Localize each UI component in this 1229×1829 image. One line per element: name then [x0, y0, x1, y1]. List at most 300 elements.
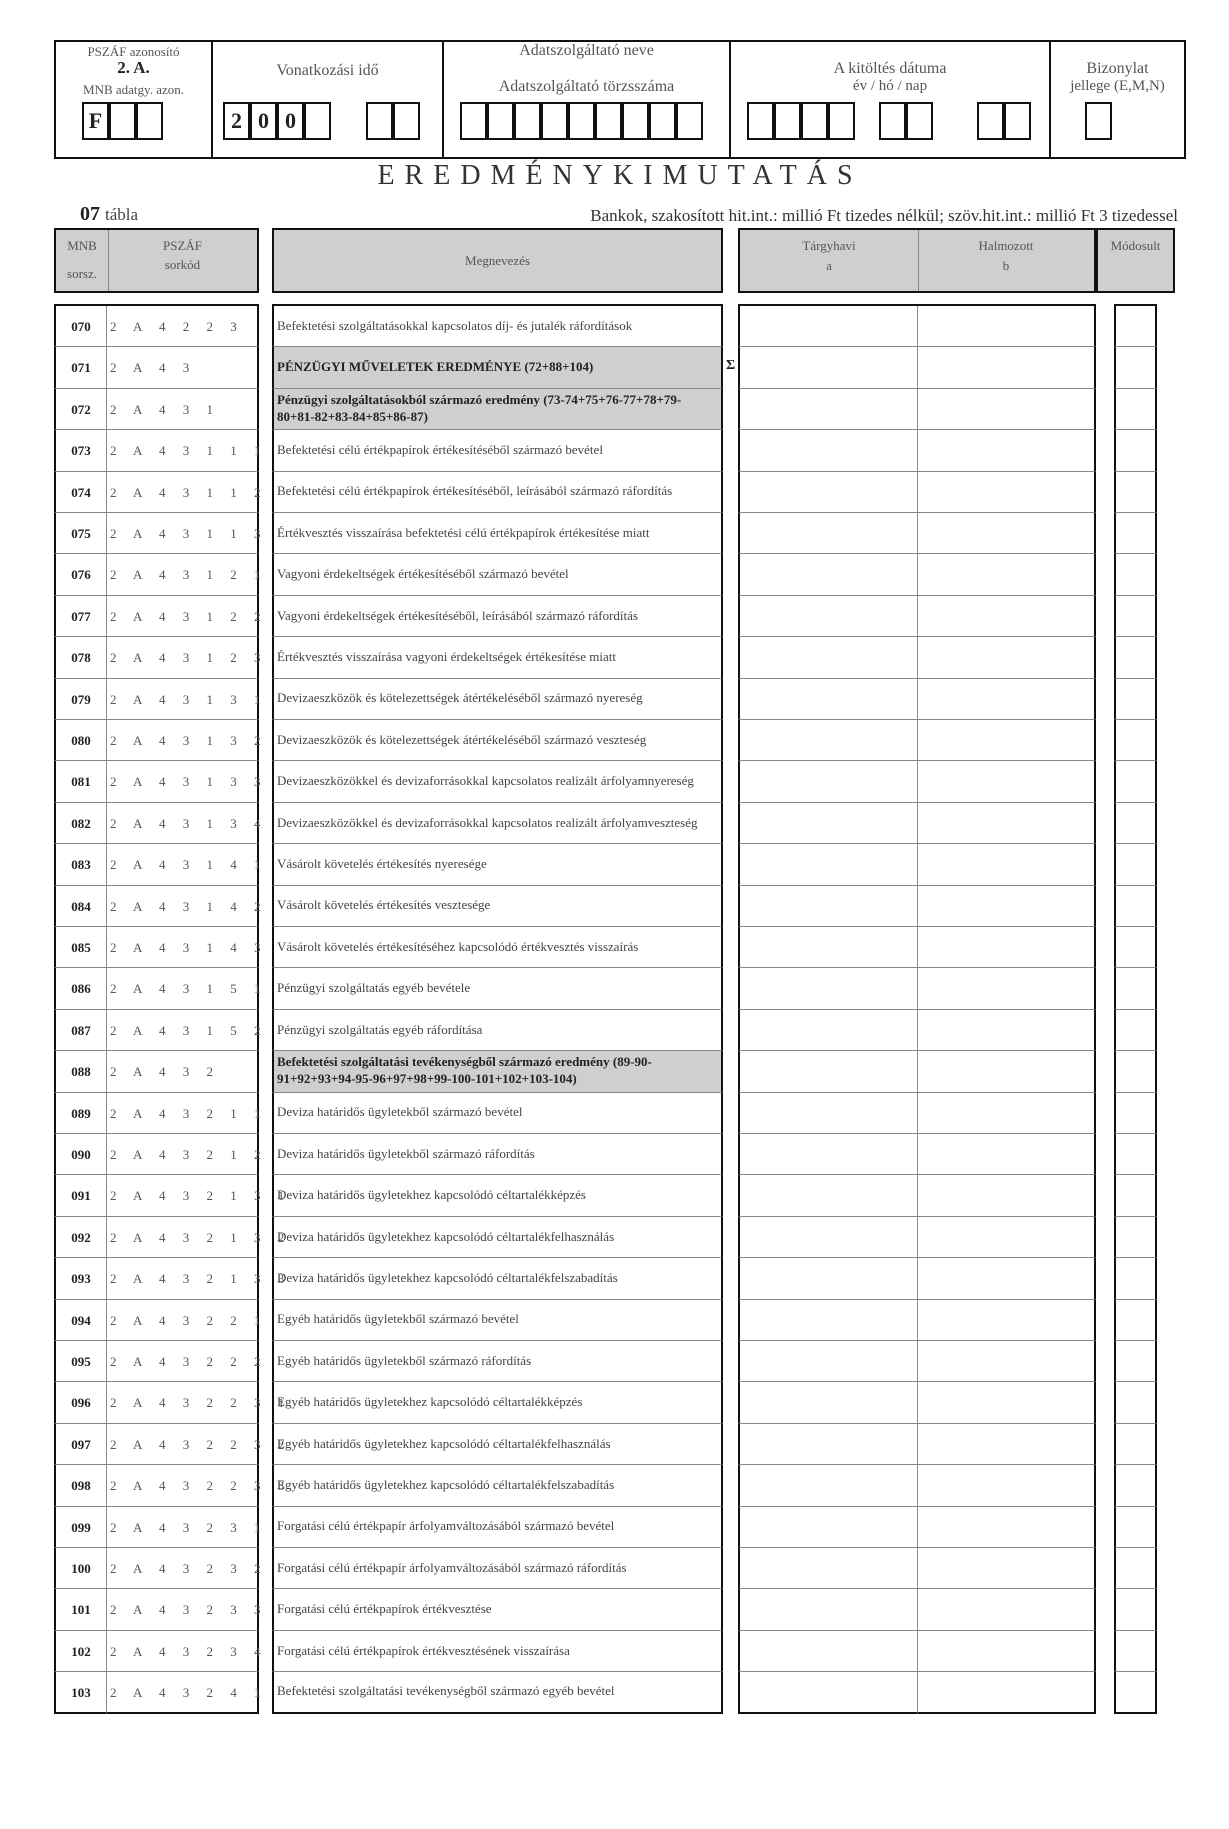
table-row: [0, 1507, 1229, 1548]
table-row: [0, 1341, 1229, 1382]
cumulative-value-cell[interactable]: [918, 1507, 1096, 1548]
row-name: Vásárolt követelés értékesítés vesztesége: [272, 886, 723, 927]
modified-flag-cell[interactable]: [1114, 968, 1157, 1009]
row-code: 2 A 4 3 1 2 1: [107, 554, 259, 595]
row-number: 094: [54, 1300, 107, 1341]
col-current-sub: a: [826, 258, 832, 273]
row-name: Befektetési szolgáltatási tevékenységből származó egyéb bevétel: [272, 1672, 723, 1713]
current-value-cell[interactable]: [738, 637, 918, 678]
modified-flag-cell[interactable]: [1114, 1589, 1157, 1630]
col-cumulative-label: Halmozott: [978, 238, 1034, 253]
table-row: [0, 389, 1229, 430]
cumulative-value-cell[interactable]: [918, 1093, 1096, 1134]
modified-flag-cell[interactable]: [1114, 1548, 1157, 1589]
table-row: [0, 844, 1229, 885]
period-digit-box[interactable]: 2: [223, 102, 250, 140]
cumulative-value-cell[interactable]: [918, 1134, 1096, 1175]
row-number: 084: [54, 886, 107, 927]
current-value-cell[interactable]: [738, 761, 918, 802]
row-code: 2 A 4 2 2 3: [107, 306, 259, 347]
current-value-cell[interactable]: [738, 554, 918, 595]
col-mnb-label2: sorsz.: [67, 266, 97, 281]
col-head-codes: [54, 228, 259, 293]
table-row: [0, 1051, 1229, 1092]
row-name: Devizaeszközök és kötelezettségek átértékeléséből származó veszteség: [272, 720, 723, 761]
current-value-cell[interactable]: [738, 1217, 918, 1258]
cumulative-value-cell[interactable]: [918, 1382, 1096, 1423]
row-code: 2 A 4 3 1 3 2: [107, 720, 259, 761]
cumulative-value-cell[interactable]: [918, 1589, 1096, 1630]
modified-flag-cell[interactable]: [1114, 761, 1157, 802]
modified-flag-cell[interactable]: [1114, 389, 1157, 430]
sigma-icon: Σ: [726, 358, 736, 374]
modified-flag-cell[interactable]: [1114, 927, 1157, 968]
row-number: 073: [54, 430, 107, 471]
col-cumulative-sub: b: [1002, 258, 1010, 273]
row-number: 092: [54, 1217, 107, 1258]
current-value-cell[interactable]: [738, 1548, 918, 1589]
row-name: Deviza határidős ügyletekből származó ráfordítás: [272, 1134, 723, 1175]
row-name: Befektetési célú értékpapírok értékesítéséből származó bevétel: [272, 430, 723, 471]
row-code: 2 A 4 3 1 2 3: [107, 637, 259, 678]
provider-reg-label: Adatszolgáltató törzsszáma: [498, 78, 675, 95]
current-value-cell[interactable]: [738, 679, 918, 720]
row-name: Értékvesztés visszaírása befektetési célú értékpapírok értékesítése miatt: [272, 513, 723, 554]
cumulative-value-cell[interactable]: [918, 389, 1096, 430]
modified-flag-cell[interactable]: [1114, 1672, 1157, 1713]
row-number: 078: [54, 637, 107, 678]
row-code: 2 A 4 3 2 1 1: [107, 1093, 259, 1134]
modified-flag-cell[interactable]: [1114, 1051, 1157, 1092]
current-value-cell[interactable]: [738, 430, 918, 471]
modified-flag-cell[interactable]: [1114, 347, 1157, 388]
table-row: [0, 1465, 1229, 1506]
row-number: 074: [54, 472, 107, 513]
current-value-cell[interactable]: [738, 347, 918, 388]
cumulative-value-cell[interactable]: [918, 1258, 1096, 1299]
current-value-cell[interactable]: [738, 472, 918, 513]
row-number: 077: [54, 596, 107, 637]
table-row: [0, 1093, 1229, 1134]
current-value-cell[interactable]: [738, 1672, 918, 1713]
fill-date-format: év / hó / nap: [852, 78, 928, 94]
page-title: EREDMÉNYKIMUTATÁS: [377, 160, 863, 191]
modified-flag-cell[interactable]: [1114, 886, 1157, 927]
current-value-cell[interactable]: [738, 1589, 918, 1630]
id-digit-box[interactable]: [109, 102, 136, 140]
col-head-values: [738, 228, 1096, 293]
table-row: [0, 306, 1229, 347]
fill-date-label: A kitöltés dátuma: [833, 60, 947, 77]
cumulative-value-cell[interactable]: [918, 968, 1096, 1009]
pszaf-id-label: PSZÁF azonosító: [87, 44, 180, 59]
modified-flag-cell[interactable]: [1114, 637, 1157, 678]
col-head-name: Megnevezés: [272, 228, 723, 293]
period-digit-box[interactable]: 0: [277, 102, 304, 140]
modified-flag-cell[interactable]: [1114, 472, 1157, 513]
modified-flag-cell[interactable]: [1114, 803, 1157, 844]
row-name: Pénzügyi szolgáltatás egyéb bevétele: [272, 968, 723, 1009]
year-digit-box[interactable]: [774, 102, 801, 140]
row-number: 088: [54, 1051, 107, 1092]
row-name: Forgatási célú értékpapír árfolyamváltozásából származó ráfordítás: [272, 1548, 723, 1589]
row-code: 2 A 4 3 1 1 2: [107, 472, 259, 513]
id-digit-box[interactable]: [136, 102, 163, 140]
modified-flag-cell[interactable]: [1114, 1300, 1157, 1341]
cumulative-value-cell[interactable]: [918, 1010, 1096, 1051]
table-row: [0, 1300, 1229, 1341]
row-number: 086: [54, 968, 107, 1009]
cumulative-value-cell[interactable]: [918, 761, 1096, 802]
table-row: [0, 886, 1229, 927]
row-code: 2 A 4 3 2 2 3 1: [107, 1382, 259, 1423]
table-row: [0, 1258, 1229, 1299]
row-name: Vagyoni érdekeltségek értékesítéséből, leírásából származó ráfordítás: [272, 596, 723, 637]
row-code: 2 A 4 3 1 2 2: [107, 596, 259, 637]
modified-flag-cell[interactable]: [1114, 430, 1157, 471]
row-name: Devizaeszközök és kötelezettségek átértékeléséből származó nyereség: [272, 679, 723, 720]
row-code: 2 A 4 3 1 3 4: [107, 803, 259, 844]
row-name: Egyéb határidős ügyletekhez kapcsolódó céltartalékfelszabadítás: [272, 1465, 723, 1506]
cumulative-value-cell[interactable]: [918, 1051, 1096, 1092]
row-code: 2 A 4 3 2 1 3 2: [107, 1217, 259, 1258]
modified-flag-cell[interactable]: [1114, 1093, 1157, 1134]
cumulative-value-cell[interactable]: [918, 1672, 1096, 1713]
row-name: Egyéb határidős ügyletekhez kapcsolódó céltartalékfelhasználás: [272, 1424, 723, 1465]
data-table: [0, 304, 1229, 1729]
provider-name-label: Adatszolgáltató neve: [519, 42, 654, 59]
form-header: [54, 40, 1186, 159]
row-code: 2 A 4 3 2 1 2: [107, 1134, 259, 1175]
current-value-cell[interactable]: [738, 1258, 918, 1299]
row-number: 076: [54, 554, 107, 595]
table-row: [0, 1382, 1229, 1423]
table-row: [0, 472, 1229, 513]
table-row: [0, 1217, 1229, 1258]
row-number: 079: [54, 679, 107, 720]
cumulative-value-cell[interactable]: [918, 1217, 1096, 1258]
table-row: [0, 1010, 1229, 1051]
current-value-cell[interactable]: [738, 1424, 918, 1465]
row-code: 2 A 4 3 2 1 3 3: [107, 1258, 259, 1299]
table-row: [0, 430, 1229, 471]
current-value-cell[interactable]: [738, 1134, 918, 1175]
cumulative-value-cell[interactable]: [918, 513, 1096, 554]
row-number: 089: [54, 1093, 107, 1134]
row-number: 070: [54, 306, 107, 347]
provider-reg-box[interactable]: [541, 102, 568, 140]
row-name: Deviza határidős ügyletekhez kapcsolódó céltartalékfelhasználás: [272, 1217, 723, 1258]
provider-reg-box[interactable]: [595, 102, 622, 140]
month-digit-box[interactable]: [879, 102, 906, 140]
row-name: Deviza határidős ügyletekből származó bevétel: [272, 1093, 723, 1134]
provider-reg-box[interactable]: [649, 102, 676, 140]
units-note: Bankok, szakosított hit.int.: millió Ft tizedes nélkül; szöv.hit.int.: millió Ft 3 tizedessel: [590, 206, 1178, 225]
row-code: 2 A 4 3 2 3 1: [107, 1507, 259, 1548]
row-name: Vásárolt követelés értékesítéséhez kapcsolódó értékvesztés visszaírás: [272, 927, 723, 968]
table-word: tábla: [105, 205, 139, 224]
table-row: [0, 1672, 1229, 1713]
cumulative-value-cell[interactable]: [918, 637, 1096, 678]
day-digit-box[interactable]: [1004, 102, 1031, 140]
row-name: Deviza határidős ügyletekhez kapcsolódó céltartalékképzés: [272, 1175, 723, 1216]
row-name: Befektetési célú értékpapírok értékesítéséből, leírásából származó ráfordítás: [272, 472, 723, 513]
doc-type-section: [1051, 42, 1184, 157]
period-month-box[interactable]: [366, 102, 393, 140]
cumulative-value-cell[interactable]: [918, 1631, 1096, 1672]
modified-flag-cell[interactable]: [1114, 1175, 1157, 1216]
modified-flag-cell[interactable]: [1114, 1507, 1157, 1548]
table-row: [0, 1424, 1229, 1465]
row-name: Pénzügyi szolgáltatás egyéb ráfordítása: [272, 1010, 723, 1051]
row-code: 2 A 4 3 2 3 2: [107, 1548, 259, 1589]
row-code: 2 A 4 3 1: [107, 389, 259, 430]
year-digit-box[interactable]: [747, 102, 774, 140]
row-number: 097: [54, 1424, 107, 1465]
provider-reg-box[interactable]: [622, 102, 649, 140]
cumulative-value-cell[interactable]: [918, 679, 1096, 720]
current-value-cell[interactable]: [738, 968, 918, 1009]
col-head-modified: Módosult: [1096, 228, 1175, 293]
row-name: Forgatási célú értékpapír árfolyamváltozásából származó bevétel: [272, 1507, 723, 1548]
row-code: 2 A 4 3 2 3 4: [107, 1631, 259, 1672]
table-no: 07: [80, 203, 100, 225]
table-row: [0, 637, 1229, 678]
current-value-cell[interactable]: [738, 389, 918, 430]
table-row: [0, 1548, 1229, 1589]
month-digit-box[interactable]: [906, 102, 933, 140]
current-value-cell[interactable]: [738, 596, 918, 637]
row-name: Deviza határidős ügyletekhez kapcsolódó céltartalékfelszabadítás: [272, 1258, 723, 1299]
period-digit-box[interactable]: 0: [250, 102, 277, 140]
row-number: 085: [54, 927, 107, 968]
cumulative-value-cell[interactable]: [918, 306, 1096, 347]
row-number: 100: [54, 1548, 107, 1589]
cumulative-value-cell[interactable]: [918, 927, 1096, 968]
provider-reg-box[interactable]: [460, 102, 487, 140]
row-code: 2 A 4 3 1 5 1: [107, 968, 259, 1009]
modified-flag-cell[interactable]: [1114, 1341, 1157, 1382]
doc-type-label: Bizonylat: [1086, 60, 1149, 77]
table-row: [0, 761, 1229, 802]
current-value-cell[interactable]: [738, 1341, 918, 1382]
col-mnb-label: MNB: [67, 238, 97, 253]
table-row: [0, 1175, 1229, 1216]
cumulative-value-cell[interactable]: [918, 472, 1096, 513]
current-value-cell[interactable]: [738, 927, 918, 968]
table-row: [0, 1134, 1229, 1175]
table-row: [0, 968, 1229, 1009]
row-number: 087: [54, 1010, 107, 1051]
row-code: 2 A 4 3 1 3 1: [107, 679, 259, 720]
pszaf-id-section: [56, 42, 213, 157]
cumulative-value-cell[interactable]: [918, 1300, 1096, 1341]
row-code: 2 A 4 3 1 1 3: [107, 513, 259, 554]
table-row: [0, 554, 1229, 595]
row-number: 083: [54, 844, 107, 885]
row-name: Pénzügyi szolgáltatásokból származó eredmény (73-74+75+76-77+78+79-80+81-82+83-84+85+86-87): [272, 389, 723, 430]
modified-flag-cell[interactable]: [1114, 1258, 1157, 1299]
modified-flag-cell[interactable]: [1114, 1134, 1157, 1175]
col-pszaf-label: PSZÁF: [162, 238, 203, 253]
row-number: 093: [54, 1258, 107, 1299]
row-code: 2 A 4 3 2 4 1: [107, 1672, 259, 1713]
row-code: 2 A 4 3 1 4 3: [107, 927, 259, 968]
row-number: 081: [54, 761, 107, 802]
row-code: 2 A 4 3 1 3 3: [107, 761, 259, 802]
table-row: [0, 927, 1229, 968]
table-row: [0, 513, 1229, 554]
cumulative-value-cell[interactable]: [918, 720, 1096, 761]
row-number: 072: [54, 389, 107, 430]
cumulative-value-cell[interactable]: [918, 1341, 1096, 1382]
current-value-cell[interactable]: [738, 844, 918, 885]
row-name: Forgatási célú értékpapírok értékvesztése: [272, 1589, 723, 1630]
row-code: 2 A 4 3 2 2 1: [107, 1300, 259, 1341]
doc-type-box[interactable]: [1085, 102, 1112, 140]
provider-reg-box[interactable]: [676, 102, 703, 140]
modified-flag-cell[interactable]: [1114, 1010, 1157, 1051]
modified-flag-cell[interactable]: [1114, 554, 1157, 595]
row-name: Befektetési szolgáltatásokkal kapcsolatos díj- és jutalék ráfordítások: [272, 306, 723, 347]
cumulative-value-cell[interactable]: [918, 347, 1096, 388]
current-value-cell[interactable]: [738, 1382, 918, 1423]
row-code: 2 A 4 3 1 1 1: [107, 430, 259, 471]
modified-flag-cell[interactable]: [1114, 679, 1157, 720]
provider-section: [444, 42, 731, 157]
cumulative-value-cell[interactable]: [918, 1175, 1096, 1216]
modified-flag-cell[interactable]: [1114, 596, 1157, 637]
row-name: Egyéb határidős ügyletekből származó ráfordítás: [272, 1341, 723, 1382]
modified-flag-cell[interactable]: [1114, 720, 1157, 761]
row-number: 071: [54, 347, 107, 388]
row-number: 091: [54, 1175, 107, 1216]
period-label: Vonatkozási idő: [276, 62, 379, 79]
row-number: 102: [54, 1631, 107, 1672]
row-code: 2 A 4 3 2 3 3: [107, 1589, 259, 1630]
cumulative-value-cell[interactable]: [918, 803, 1096, 844]
row-number: 080: [54, 720, 107, 761]
current-value-cell[interactable]: [738, 1175, 918, 1216]
period-section: [213, 42, 444, 157]
row-name: Egyéb határidős ügyletekből származó bevétel: [272, 1300, 723, 1341]
row-name: Devizaeszközökkel és devizaforrásokkal kapcsolatos realizált árfolyamveszteség: [272, 803, 723, 844]
day-digit-box[interactable]: [977, 102, 1004, 140]
modified-flag-cell[interactable]: [1114, 1382, 1157, 1423]
row-code: 2 A 4 3 1 4 1: [107, 844, 259, 885]
table-row: [0, 720, 1229, 761]
fill-date-section: [731, 42, 1051, 157]
row-name: Forgatási célú értékpapírok értékvesztésének visszaírása: [272, 1631, 723, 1672]
row-name: Egyéb határidős ügyletekhez kapcsolódó céltartalékképzés: [272, 1382, 723, 1423]
modified-flag-cell[interactable]: [1114, 844, 1157, 885]
row-number: 098: [54, 1465, 107, 1506]
row-number: 101: [54, 1589, 107, 1630]
current-value-cell[interactable]: [738, 1465, 918, 1506]
cumulative-value-cell[interactable]: [918, 844, 1096, 885]
provider-reg-box[interactable]: [568, 102, 595, 140]
row-number: 090: [54, 1134, 107, 1175]
row-name: Befektetési szolgáltatási tevékenységből származó eredmény (89-90-91+92+93+94-95-96+97+98+99-100-101+102+103-104): [272, 1051, 723, 1092]
current-value-cell[interactable]: [738, 1051, 918, 1092]
pszaf-id-value: 2. A.: [117, 58, 150, 77]
row-number: 096: [54, 1382, 107, 1423]
row-code: 2 A 4 3 2 2 3 3: [107, 1465, 259, 1506]
table-row: [0, 1589, 1229, 1630]
current-value-cell[interactable]: [738, 886, 918, 927]
cumulative-value-cell[interactable]: [918, 430, 1096, 471]
current-value-cell[interactable]: [738, 513, 918, 554]
current-value-cell[interactable]: [738, 803, 918, 844]
row-name: PÉNZÜGYI MŰVELETEK EREDMÉNYE (72+88+104): [272, 347, 723, 388]
cumulative-value-cell[interactable]: [918, 554, 1096, 595]
current-value-cell[interactable]: [738, 306, 918, 347]
mnb-id-label: MNB adatgy. azon.: [83, 82, 184, 97]
row-name: Devizaeszközökkel és devizaforrásokkal kapcsolatos realizált árfolyamnyereség: [272, 761, 723, 802]
modified-flag-cell[interactable]: [1114, 1465, 1157, 1506]
table-row: [0, 679, 1229, 720]
row-number: 082: [54, 803, 107, 844]
col-current-label: Tárgyhavi: [802, 238, 856, 253]
cumulative-value-cell[interactable]: [918, 596, 1096, 637]
year-digit-box[interactable]: [801, 102, 828, 140]
row-number: 103: [54, 1672, 107, 1713]
row-code: 2 A 4 3 1 5 2: [107, 1010, 259, 1051]
row-code: 2 A 4 3 2 1 3 1: [107, 1175, 259, 1216]
current-value-cell[interactable]: [738, 1631, 918, 1672]
provider-reg-box[interactable]: [487, 102, 514, 140]
col-pszaf-label2: sorkód: [164, 257, 201, 272]
period-digit-box[interactable]: [304, 102, 331, 140]
row-number: 095: [54, 1341, 107, 1382]
row-number: 075: [54, 513, 107, 554]
row-name: Vásárolt követelés értékesítés nyeresége: [272, 844, 723, 885]
period-month-box[interactable]: [393, 102, 420, 140]
table-row: [0, 596, 1229, 637]
row-name: Értékvesztés visszaírása vagyoni érdekeltségek értékesítése miatt: [272, 637, 723, 678]
modified-flag-cell[interactable]: [1114, 306, 1157, 347]
cumulative-value-cell[interactable]: [918, 1548, 1096, 1589]
current-value-cell[interactable]: [738, 1093, 918, 1134]
cumulative-value-cell[interactable]: [918, 1465, 1096, 1506]
modified-flag-cell[interactable]: [1114, 1631, 1157, 1672]
table-number: [80, 203, 138, 226]
table-row: [0, 347, 1229, 388]
modified-flag-cell[interactable]: [1114, 1424, 1157, 1465]
current-value-cell[interactable]: [738, 1010, 918, 1051]
current-value-cell[interactable]: [738, 720, 918, 761]
year-digit-box[interactable]: [828, 102, 855, 140]
row-code: 2 A 4 3 2 2 2: [107, 1341, 259, 1382]
row-code: 2 A 4 3: [107, 347, 259, 388]
provider-reg-box[interactable]: [514, 102, 541, 140]
current-value-cell[interactable]: [738, 1300, 918, 1341]
cumulative-value-cell[interactable]: [918, 886, 1096, 927]
row-code: 2 A 4 3 2 2 3 2: [107, 1424, 259, 1465]
current-value-cell[interactable]: [738, 1507, 918, 1548]
id-letter-box[interactable]: F: [82, 102, 109, 140]
doc-type-sub: jellege (E,M,N): [1070, 78, 1165, 94]
row-name: Vagyoni érdekeltségek értékesítéséből származó bevétel: [272, 554, 723, 595]
modified-flag-cell[interactable]: [1114, 1217, 1157, 1258]
table-row: [0, 1631, 1229, 1672]
cumulative-value-cell[interactable]: [918, 1424, 1096, 1465]
row-number: 099: [54, 1507, 107, 1548]
row-code: 2 A 4 3 2: [107, 1051, 259, 1092]
modified-flag-cell[interactable]: [1114, 513, 1157, 554]
table-row: [0, 803, 1229, 844]
row-code: 2 A 4 3 1 4 2: [107, 886, 259, 927]
